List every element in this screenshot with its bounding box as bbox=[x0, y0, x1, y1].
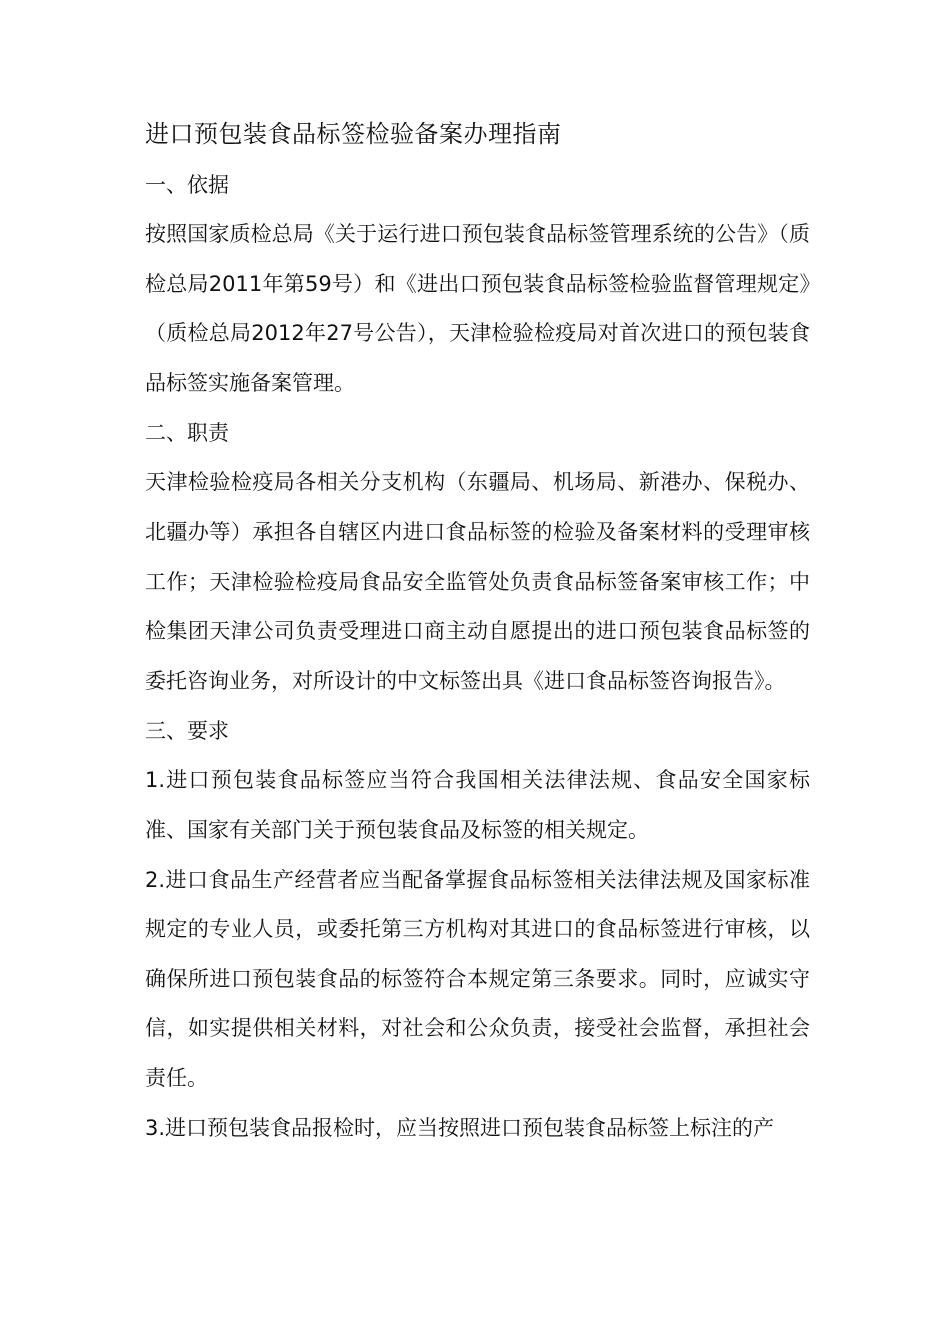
document-body bbox=[145, 110, 810, 1153]
section-paragraph: 按照国家质检总局《关于运行进口预包装食品标签管理系统的公告》（质检总局2011年第59号）和《进出口预包装食品标签检验监督管理规定》（质检总局2012年27号公告），天津检验检疫局对首次进口的预包装食品标签实施备案管理。 bbox=[145, 222, 810, 395]
section-requirements bbox=[145, 706, 810, 1153]
section-basis bbox=[145, 160, 810, 408]
section-heading: 三、要求 bbox=[145, 719, 229, 744]
section-duties bbox=[145, 408, 810, 706]
section-heading: 二、职责 bbox=[145, 421, 229, 446]
section-paragraph: 天津检验检疫局各相关分支机构（东疆局、机场局、新港办、保税办、北疆办等）承担各自辖区内进口食品标签的检验及备案材料的受理审核工作；天津检验检疫局食品安全监管处负责食品标签备案审核工作；中检集团天津公司负责受理进口商主动自愿提出的进口预包装食品标签的委托咨询业务，对所设计的中文标签出具《进口食品标签咨询报告》。 bbox=[145, 470, 810, 693]
requirement-item-1: 1.进口预包装食品标签应当符合我国相关法律法规、食品安全国家标准、国家有关部门关于预包装食品及标签的相关规定。 bbox=[145, 768, 810, 842]
requirement-item-3: 3.进口预包装食品报检时，应当按照进口预包装食品标签上标注的产 bbox=[145, 1115, 775, 1140]
requirement-item-2: 2.进口食品生产经营者应当配备掌握食品标签相关法律法规及国家标准规定的专业人员，或委托第三方机构对其进口的食品标签进行审核，以确保所进口预包装食品的标签符合本规定第三条要求。同时，应诚实守信，如实提供相关材料，对社会和公众负责，接受社会监督，承担社会责任。 bbox=[145, 867, 810, 1090]
document-title: 进口预包装食品标签检验备案办理指南 bbox=[145, 120, 562, 148]
section-heading: 一、依据 bbox=[145, 173, 229, 197]
